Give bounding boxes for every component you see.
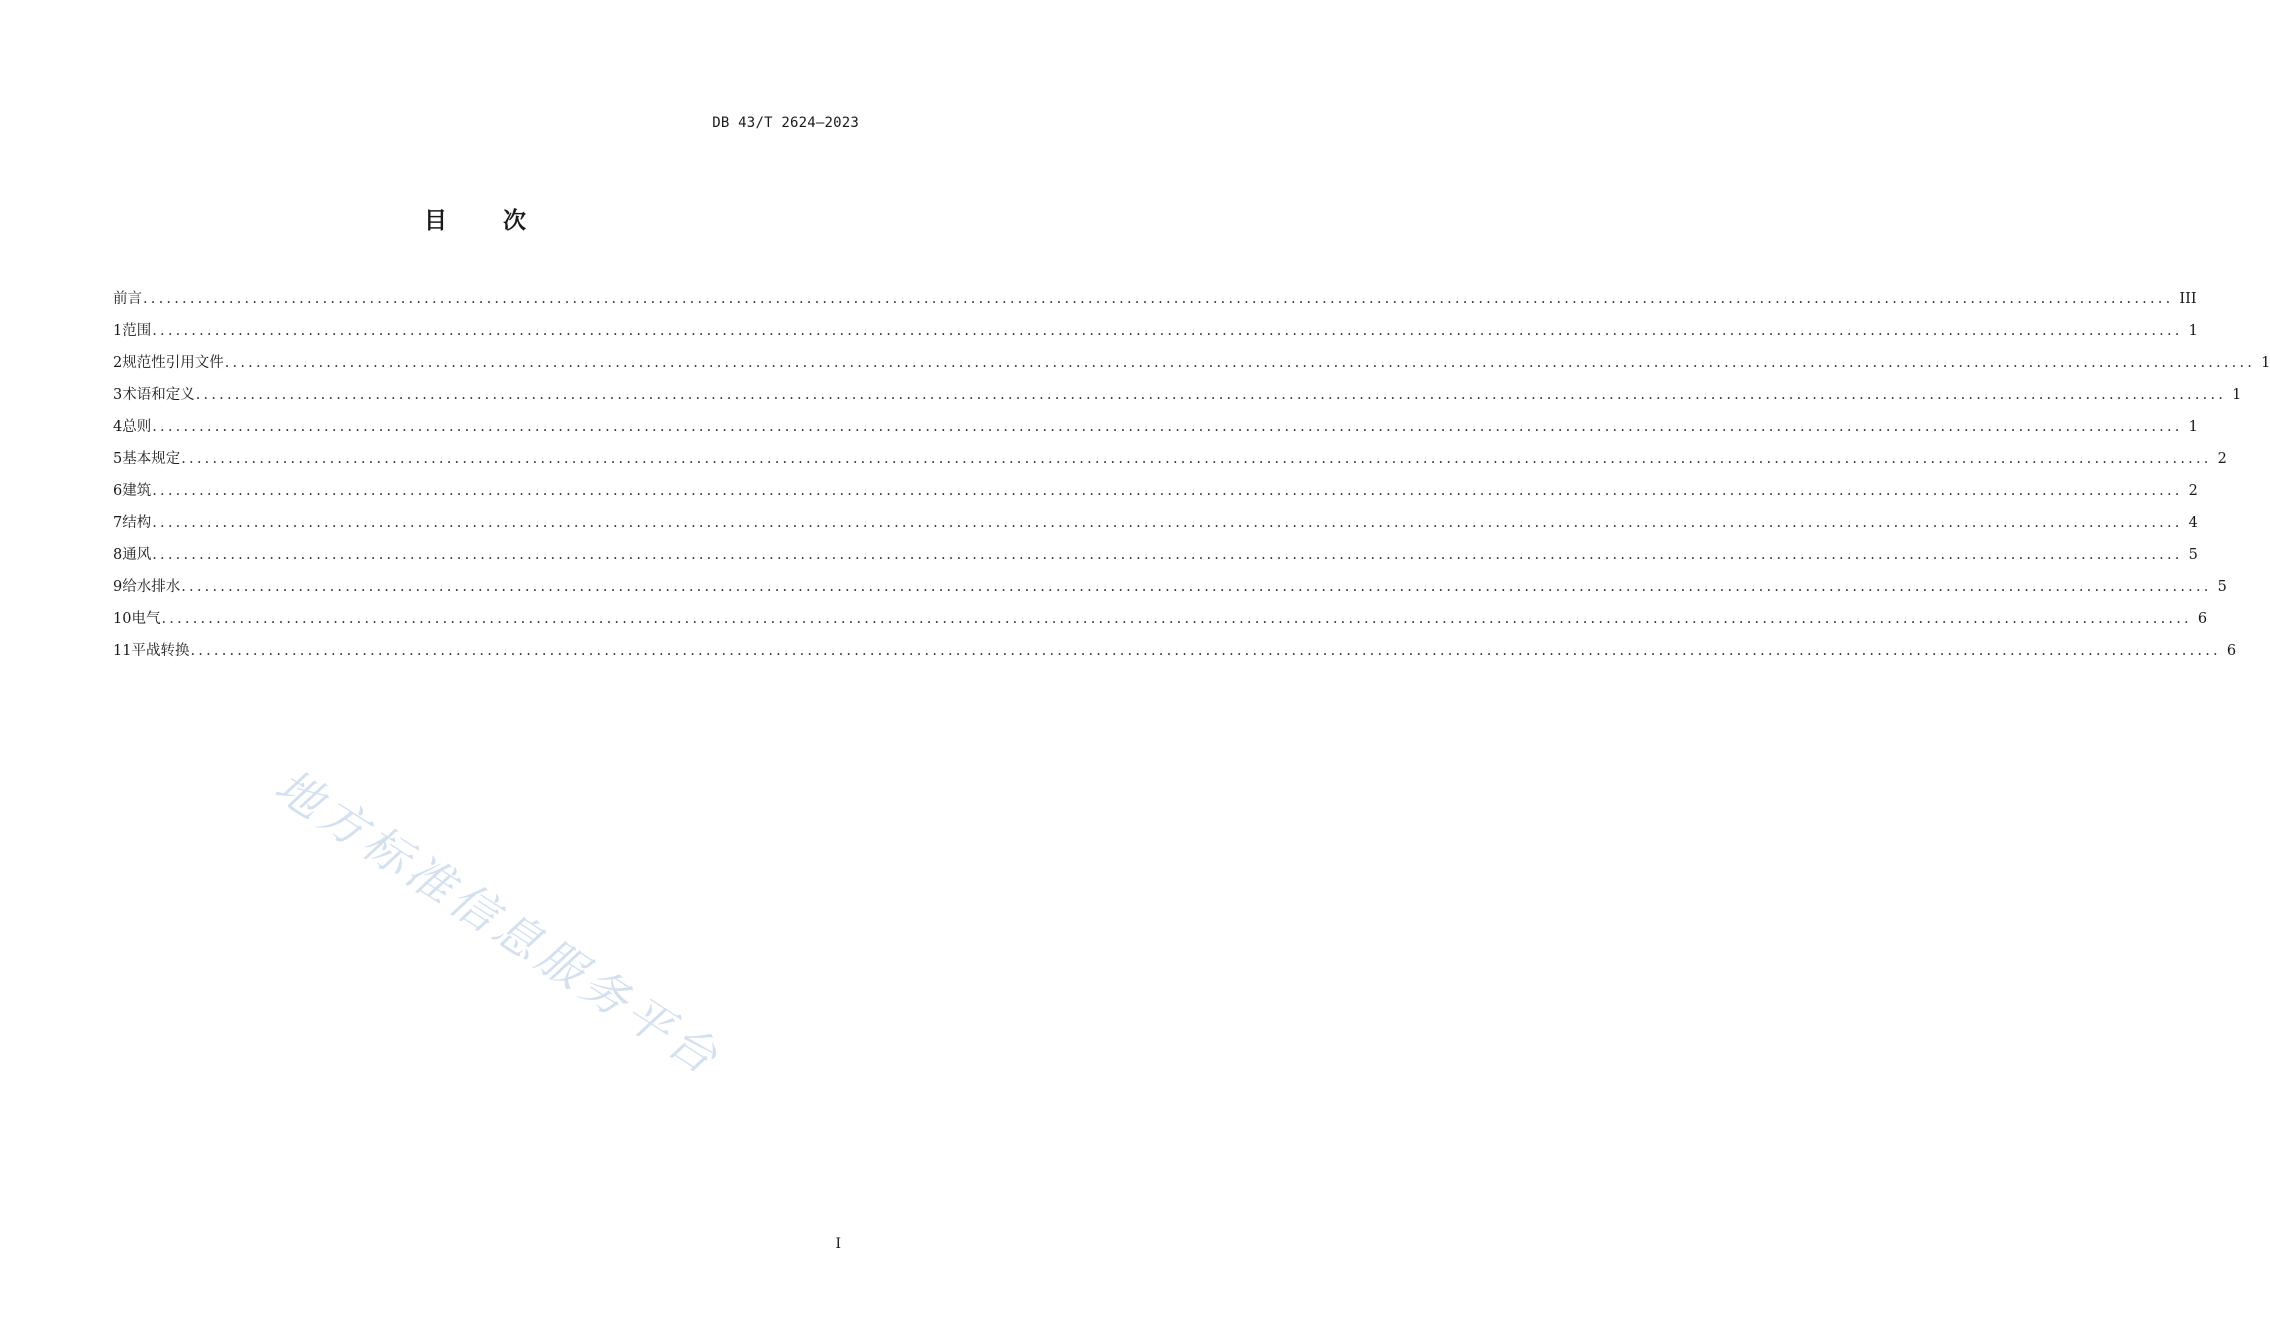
- dot-leader: ....................................................................................................................................................................................................................................................................: [152, 483, 2183, 499]
- watermark: 地方标准信息服务平台: [265, 758, 732, 1087]
- toc-entry-4[interactable]: [113, 416, 2198, 448]
- dot-leader: ....................................................................................................................................................................................................................................................................: [181, 451, 2212, 467]
- toc-entry-label: 范围: [122, 323, 152, 339]
- title-char-2: 次: [503, 208, 526, 234]
- toc-entry-page: 1: [2188, 323, 2198, 339]
- toc-entry-label: 前言: [113, 291, 142, 307]
- toc-entry-label: 给水排水: [122, 579, 181, 595]
- toc-entry-number: 1: [113, 323, 123, 339]
- toc-entry-11[interactable]: [113, 640, 2237, 672]
- page-number: I: [835, 1236, 841, 1252]
- toc-entry-page: 2: [2188, 483, 2198, 499]
- toc-entry-label: 电气: [131, 611, 161, 627]
- toc-entry-3[interactable]: [113, 384, 2242, 416]
- dot-leader: ....................................................................................................................................................................................................................................................................: [161, 611, 2192, 627]
- toc-entry-label: 术语和定义: [122, 387, 195, 403]
- toc-entry-number: 3: [113, 387, 123, 403]
- toc-entry-number: 7: [113, 515, 123, 531]
- toc-entry-number: 6: [113, 483, 123, 499]
- toc-entry-label: 建筑: [122, 483, 152, 499]
- toc-entry-8[interactable]: [113, 544, 2198, 576]
- toc-entry-10[interactable]: [113, 608, 2208, 640]
- toc-entry-page: 5: [2217, 579, 2227, 595]
- toc-entry-label: 结构: [122, 515, 152, 531]
- dot-leader: ....................................................................................................................................................................................................................................................................: [143, 291, 2174, 307]
- toc-entry-6[interactable]: [113, 480, 2198, 512]
- toc-entry-page: 1: [2232, 387, 2242, 403]
- dot-leader: ....................................................................................................................................................................................................................................................................: [181, 579, 2212, 595]
- dot-leader: ....................................................................................................................................................................................................................................................................: [190, 643, 2221, 659]
- toc-entry-page: 1: [2261, 355, 2270, 371]
- document-code: DB 43/T 2624—2023: [712, 115, 859, 131]
- toc-entry-label: 总则: [122, 419, 152, 435]
- toc-entry-7[interactable]: [113, 512, 2198, 544]
- title-char-1: 目: [424, 208, 447, 234]
- toc-entry-number: 5: [113, 451, 123, 467]
- toc-entry-page: III: [2179, 291, 2197, 307]
- toc-entry-label: 规范性引用文件: [122, 355, 224, 371]
- toc-entry-page: 2: [2217, 451, 2227, 467]
- toc-entry-number: 11: [113, 643, 132, 659]
- toc-entry-label: 通风: [122, 547, 152, 563]
- toc-entry-label: 平战转换: [131, 643, 190, 659]
- dot-leader: ....................................................................................................................................................................................................................................................................: [195, 387, 2227, 403]
- toc-entry-page: 5: [2188, 547, 2198, 563]
- toc-entry-label: 基本规定: [122, 451, 181, 467]
- toc-entry-1[interactable]: [113, 320, 2198, 352]
- page-title: [0, 202, 950, 235]
- table-of-contents: [113, 288, 2270, 672]
- toc-entry-number: 10: [113, 611, 132, 627]
- toc-entry-9[interactable]: [113, 576, 2227, 608]
- toc-entry-number: 2: [113, 355, 123, 371]
- dot-leader: ....................................................................................................................................................................................................................................................................: [152, 547, 2183, 563]
- toc-entry-5[interactable]: [113, 448, 2227, 480]
- toc-entry-page: 6: [2197, 611, 2208, 627]
- dot-leader: ....................................................................................................................................................................................................................................................................: [152, 323, 2183, 339]
- dot-leader: ....................................................................................................................................................................................................................................................................: [152, 515, 2183, 531]
- toc-entry-page: 6: [2226, 643, 2237, 659]
- toc-entry-foreword[interactable]: [113, 288, 2197, 320]
- toc-entry-number: 8: [113, 547, 123, 563]
- toc-entry-2[interactable]: [113, 352, 2270, 384]
- toc-entry-page: 1: [2188, 419, 2198, 435]
- dot-leader: ....................................................................................................................................................................................................................................................................: [224, 355, 2256, 371]
- dot-leader: ....................................................................................................................................................................................................................................................................: [152, 419, 2183, 435]
- toc-entry-page: 4: [2188, 515, 2198, 531]
- toc-entry-number: 4: [113, 419, 123, 435]
- toc-entry-number: 9: [113, 579, 123, 595]
